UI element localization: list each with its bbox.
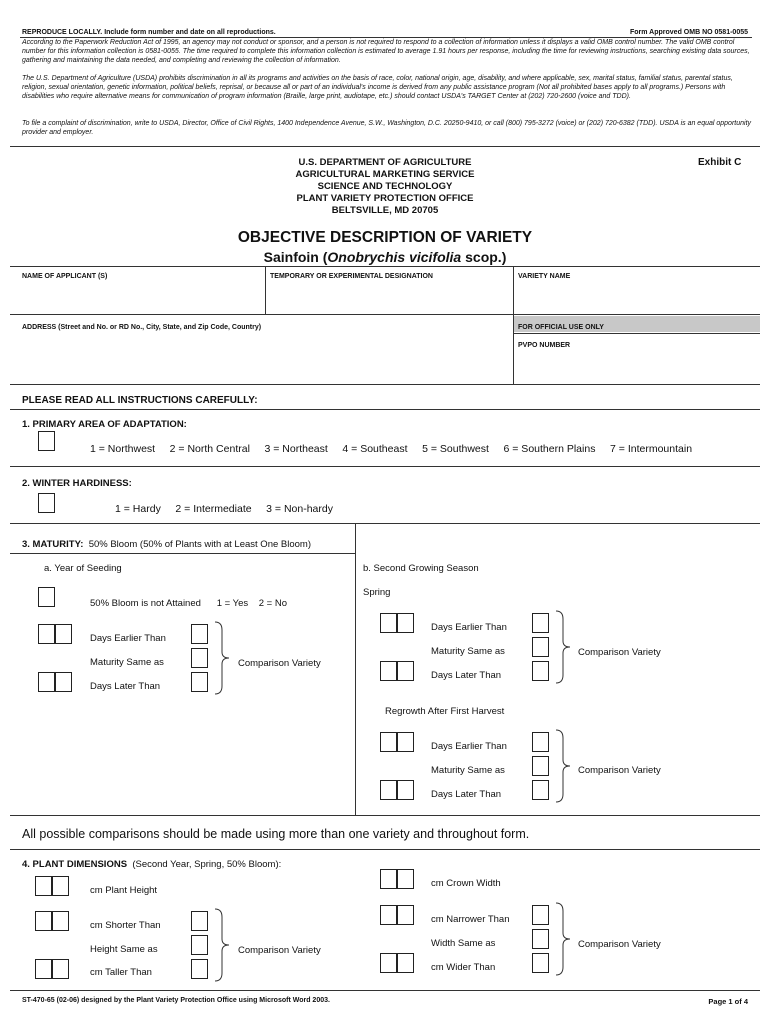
spring-comparison-earlier-box[interactable] [532, 613, 549, 633]
hardiness-input[interactable] [38, 493, 55, 513]
variety-name-label: VARIETY NAME [518, 273, 571, 280]
spring-maturity-same-label: Maturity Same as [431, 646, 505, 657]
a-comparison-variety-label: Comparison Variety [238, 658, 321, 669]
regrowth-days-earlier-digit2[interactable] [397, 732, 414, 752]
a-comparison-same-box[interactable] [191, 648, 208, 668]
regrowth-comparison-earlier-box[interactable] [532, 732, 549, 752]
width-same-label: Width Same as [431, 938, 496, 949]
section2-title: 2. WINTER HARDINESS: [22, 478, 132, 489]
height-comparison-same-box[interactable] [191, 935, 208, 955]
taller-than-label: cm Taller Than [90, 967, 152, 978]
section3-title-main: 3. MATURITY: [22, 539, 84, 550]
address-field[interactable] [22, 334, 508, 380]
crown-width-digit1[interactable] [380, 869, 397, 889]
width-comparison-wider-box[interactable] [532, 953, 549, 973]
brace-icon [553, 728, 573, 804]
spring-days-later-digit1[interactable] [380, 661, 397, 681]
subtitle-pre: Sainfoin ( [263, 249, 328, 265]
a-days-later-digit2[interactable] [55, 672, 72, 692]
form-title: OBJECTIVE DESCRIPTION OF VARIETY [237, 229, 533, 246]
regrowth-comparison-variety-label: Comparison Variety [578, 765, 661, 776]
width-comparison-same-box[interactable] [532, 929, 549, 949]
height-comparison-shorter-box[interactable] [191, 911, 208, 931]
applicant-field[interactable] [22, 283, 260, 311]
paperwork-notice: According to the Paperwork Reduction Act of 1995, an agency may not conduct or sponsor, and a person is not required to respond to a collection of information unless it displays a valid OMB control number. The valid OMB control number for this information collection is 0581-0055. The time required to complete this information collection is estimated to average 1.91 hours per response, including the time for reviewing instructions, searching existing data sources, gathering and maintaining the data needed, and completing and reviewing the collection of information. [22, 39, 750, 64]
applicant-label: NAME OF APPLICANT (S) [22, 273, 108, 280]
subtitle-species: Onobrychis vicifolia [327, 249, 462, 265]
a-maturity-same-label: Maturity Same as [90, 657, 164, 668]
omb-number: Form Approved OMB NO 0581-0055 [630, 29, 748, 36]
height-comparison-taller-box[interactable] [191, 959, 208, 979]
form-number: ST-470-65 (02-06) designed by the Plant Variety Protection Office using Microsoft Word 2003. [22, 997, 330, 1004]
height-comparison-variety-label: Comparison Variety [238, 945, 321, 956]
agency-line: BELTSVILLE, MD 20705 [331, 205, 439, 216]
complaint-notice: To file a complaint of discrimination, write to USDA, Director, Office of Civil Rights, 1400 Independence Avenue, S.W., Washington, D.C. 20250-9410, or call (800) 795-3272 (voice) or (202) 720-6382 (TDD). USDA is an equal opportunity provider and employer. [22, 120, 752, 136]
spring-comparison-same-box[interactable] [532, 637, 549, 657]
reproduce-note: REPRODUCE LOCALLY. Include form number and date on all reproductions. [22, 29, 276, 36]
spring-days-earlier-digit2[interactable] [397, 613, 414, 633]
form-subtitle [0, 249, 770, 265]
exhibit-label: Exhibit C [698, 157, 742, 168]
bloom-not-attained-input[interactable] [38, 587, 55, 607]
agency-line: PLANT VARIETY PROTECTION OFFICE [296, 193, 474, 204]
pvpo-number-label: PVPO NUMBER [518, 342, 571, 349]
instructions-heading: PLEASE READ ALL INSTRUCTIONS CAREFULLY: [22, 395, 258, 406]
adaptation-input[interactable] [38, 431, 55, 451]
shorter-than-digit2[interactable] [52, 911, 69, 931]
section1-title: 1. PRIMARY AREA OF ADAPTATION: [22, 419, 187, 430]
page-number: Page 1 of 4 [708, 997, 748, 1006]
height-same-label: Height Same as [90, 944, 158, 955]
a-days-earlier-label: Days Earlier Than [90, 633, 166, 644]
regrowth-days-earlier-digit1[interactable] [380, 732, 397, 752]
regrowth-days-later-digit2[interactable] [397, 780, 414, 800]
regrowth-label: Regrowth After First Harvest [385, 706, 505, 717]
regrowth-days-later-digit1[interactable] [380, 780, 397, 800]
shorter-than-label: cm Shorter Than [90, 920, 161, 931]
agency-line: AGRICULTURAL MARKETING SERVICE [295, 169, 475, 180]
width-comparison-variety-label: Comparison Variety [578, 939, 661, 950]
section3-title [22, 539, 311, 550]
a-days-earlier-digit2[interactable] [55, 624, 72, 644]
spring-days-later-label: Days Later Than [431, 670, 502, 681]
brace-icon [212, 907, 232, 983]
spring-days-later-digit2[interactable] [397, 661, 414, 681]
hardiness-options: 1 = Hardy 2 = Intermediate 3 = Non-hardy [115, 503, 333, 515]
comparison-note: All possible comparisons should be made using more than one variety and throughout form. [22, 827, 530, 841]
narrower-than-digit2[interactable] [397, 905, 414, 925]
spring-days-earlier-label: Days Earlier Than [431, 622, 507, 633]
plant-height-digit1[interactable] [35, 876, 52, 896]
brace-icon [553, 609, 573, 685]
nondiscrimination-notice: The U.S. Department of Agriculture (USDA) prohibits discrimination in all its programs and activities on the basis of race, color, national origin, age, disability, and where applicable, sex, marital status, familial status, parental status, religion, sexual orientation, genetic information, political beliefs, reprisal, or because all or part of an individual's income is derived from any public assistance program (Not all prohibited bases apply to all programs.) Persons with disabilities who require alternative means for communication of program information (Braille, large print, audiotape, etc.) should contact USDA's TARGET Center at (202) 720-2600 (voice and TDD). [22, 75, 733, 100]
spring-comparison-variety-label: Comparison Variety [578, 647, 661, 658]
regrowth-maturity-same-label: Maturity Same as [431, 765, 505, 776]
taller-than-digit2[interactable] [52, 959, 69, 979]
spring-label: Spring [363, 587, 391, 598]
a-comparison-earlier-box[interactable] [191, 624, 208, 644]
taller-than-digit1[interactable] [35, 959, 52, 979]
variety-name-field[interactable] [518, 283, 756, 311]
narrower-than-digit1[interactable] [380, 905, 397, 925]
second-season-label: b. Second Growing Season [363, 563, 479, 574]
a-days-earlier-digit1[interactable] [38, 624, 55, 644]
year-of-seeding-label: a. Year of Seeding [44, 563, 122, 574]
section4-title-main: 4. PLANT DIMENSIONS [22, 859, 128, 870]
official-use-label: FOR OFFICIAL USE ONLY [518, 324, 604, 331]
regrowth-days-earlier-label: Days Earlier Than [431, 741, 507, 752]
agency-line: SCIENCE AND TECHNOLOGY [317, 181, 453, 192]
wider-than-digit1[interactable] [380, 953, 397, 973]
spring-comparison-later-box[interactable] [532, 661, 549, 681]
agency-line: U.S. DEPARTMENT OF AGRICULTURE [298, 157, 472, 168]
plant-height-label: cm Plant Height [90, 885, 158, 896]
shorter-than-digit1[interactable] [35, 911, 52, 931]
width-comparison-narrower-box[interactable] [532, 905, 549, 925]
temp-designation-label: TEMPORARY OR EXPERIMENTAL DESIGNATION [270, 273, 433, 280]
agency-block [235, 157, 535, 217]
section4-title [22, 859, 281, 870]
address-label [22, 324, 261, 331]
section3-title-rest: 50% Bloom (50% of Plants with at Least One Bloom) [88, 539, 311, 550]
plant-height-digit2[interactable] [52, 876, 69, 896]
section4-title-rest: (Second Year, Spring, 50% Bloom): [132, 859, 282, 870]
narrower-than-label: cm Narrower Than [431, 914, 510, 925]
bloom-not-attained-label: 50% Bloom is not Attained 1 = Yes 2 = No [90, 598, 287, 609]
a-days-later-digit1[interactable] [38, 672, 55, 692]
subtitle-post: scop.) [461, 249, 507, 265]
regrowth-comparison-same-box[interactable] [532, 756, 549, 776]
brace-icon [212, 620, 232, 696]
wider-than-digit2[interactable] [397, 953, 414, 973]
regrowth-days-later-label: Days Later Than [431, 789, 502, 800]
a-days-later-label: Days Later Than [90, 681, 161, 692]
brace-icon [553, 901, 573, 977]
spring-days-earlier-digit1[interactable] [380, 613, 397, 633]
adaptation-options: 1 = Northwest 2 = North Central 3 = Northeast 4 = Southeast 5 = Southwest 6 = Southern Plains 7 = Intermountain [90, 443, 693, 455]
regrowth-comparison-later-box[interactable] [532, 780, 549, 800]
crown-width-label: cm Crown Width [431, 878, 501, 889]
a-comparison-later-box[interactable] [191, 672, 208, 692]
address-label-text: ADDRESS (Street and No. or RD No., City, State, and Zip Code, Country) [22, 324, 262, 331]
crown-width-digit2[interactable] [397, 869, 414, 889]
wider-than-label: cm Wider Than [431, 962, 496, 973]
temp-designation-field[interactable] [270, 283, 508, 311]
pvpo-number-field[interactable] [518, 352, 756, 380]
